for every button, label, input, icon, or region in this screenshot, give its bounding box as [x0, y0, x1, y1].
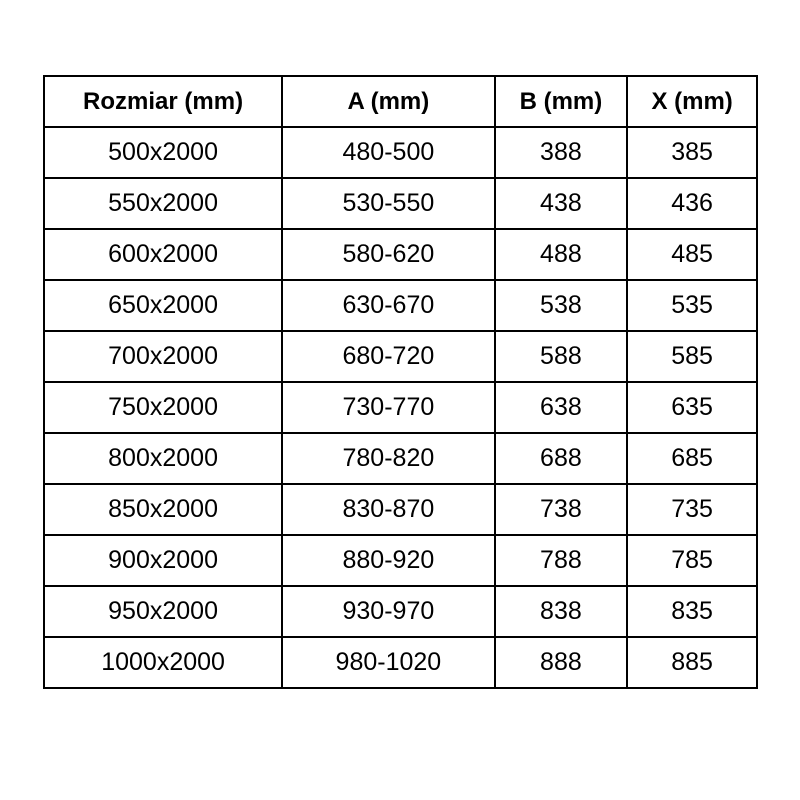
cell-rozmiar: 800x2000 — [44, 433, 282, 484]
cell-a: 730-770 — [282, 382, 494, 433]
cell-b: 388 — [495, 127, 628, 178]
cell-a: 930-970 — [282, 586, 494, 637]
table-row — [44, 382, 757, 433]
cell-b: 788 — [495, 535, 628, 586]
table-row — [44, 331, 757, 382]
table-row — [44, 433, 757, 484]
cell-x: 385 — [627, 127, 757, 178]
cell-x: 785 — [627, 535, 757, 586]
cell-b: 588 — [495, 331, 628, 382]
cell-rozmiar: 500x2000 — [44, 127, 282, 178]
cell-a: 680-720 — [282, 331, 494, 382]
column-header-a: A (mm) — [282, 76, 494, 127]
cell-rozmiar: 900x2000 — [44, 535, 282, 586]
cell-a: 580-620 — [282, 229, 494, 280]
cell-rozmiar: 1000x2000 — [44, 637, 282, 688]
cell-a: 630-670 — [282, 280, 494, 331]
cell-b: 838 — [495, 586, 628, 637]
cell-b: 538 — [495, 280, 628, 331]
table-row — [44, 229, 757, 280]
cell-a: 830-870 — [282, 484, 494, 535]
table-row — [44, 127, 757, 178]
cell-b: 438 — [495, 178, 628, 229]
cell-x: 835 — [627, 586, 757, 637]
cell-rozmiar: 750x2000 — [44, 382, 282, 433]
cell-x: 635 — [627, 382, 757, 433]
cell-rozmiar: 600x2000 — [44, 229, 282, 280]
cell-a: 980-1020 — [282, 637, 494, 688]
table-row — [44, 484, 757, 535]
column-header-x: X (mm) — [627, 76, 757, 127]
cell-rozmiar: 950x2000 — [44, 586, 282, 637]
cell-x: 485 — [627, 229, 757, 280]
cell-b: 488 — [495, 229, 628, 280]
cell-b: 638 — [495, 382, 628, 433]
cell-a: 480-500 — [282, 127, 494, 178]
cell-x: 735 — [627, 484, 757, 535]
cell-x: 436 — [627, 178, 757, 229]
table-row — [44, 280, 757, 331]
size-table-container — [43, 75, 758, 689]
cell-b: 738 — [495, 484, 628, 535]
cell-b: 688 — [495, 433, 628, 484]
table-row — [44, 178, 757, 229]
cell-rozmiar: 550x2000 — [44, 178, 282, 229]
cell-rozmiar: 650x2000 — [44, 280, 282, 331]
table-row — [44, 637, 757, 688]
cell-x: 585 — [627, 331, 757, 382]
column-header-rozmiar: Rozmiar (mm) — [44, 76, 282, 127]
cell-a: 530-550 — [282, 178, 494, 229]
cell-b: 888 — [495, 637, 628, 688]
cell-x: 885 — [627, 637, 757, 688]
cell-a: 780-820 — [282, 433, 494, 484]
table-row — [44, 535, 757, 586]
table-row — [44, 586, 757, 637]
cell-x: 685 — [627, 433, 757, 484]
size-table — [43, 75, 758, 689]
cell-a: 880-920 — [282, 535, 494, 586]
cell-x: 535 — [627, 280, 757, 331]
column-header-b: B (mm) — [495, 76, 628, 127]
cell-rozmiar: 850x2000 — [44, 484, 282, 535]
cell-rozmiar: 700x2000 — [44, 331, 282, 382]
header-row — [44, 76, 757, 127]
